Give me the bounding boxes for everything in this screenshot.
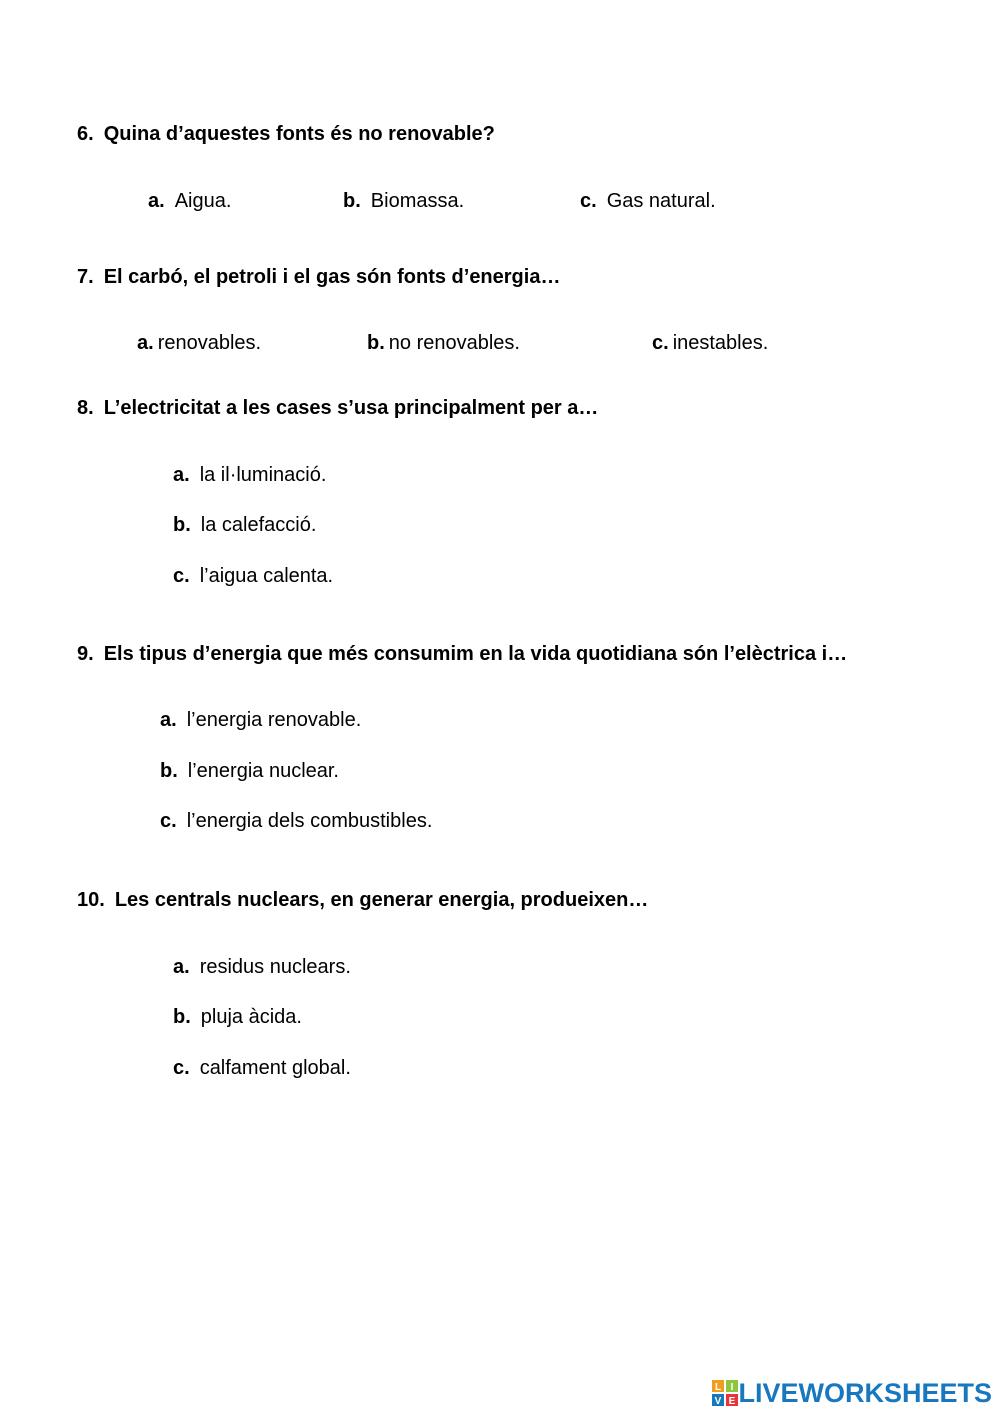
logo-text: LIVEWORKSHEETS (738, 1377, 992, 1408)
option-text: no renovables. (388, 332, 520, 354)
option-6a[interactable] (148, 190, 231, 213)
option-text: l’aigua calenta. (199, 565, 334, 587)
option-6b[interactable] (343, 190, 464, 213)
option-text: pluja àcida. (200, 1006, 302, 1028)
question-number: 10. (77, 889, 105, 911)
question-number: 8. (77, 397, 94, 419)
option-text: residus nuclears. (199, 956, 351, 978)
option-text: Biomassa. (370, 190, 465, 212)
option-7a[interactable] (137, 332, 261, 355)
question-9 (77, 643, 847, 666)
option-text: l’energia renovable. (186, 709, 362, 731)
logo-icon-letter-1: L (715, 1382, 722, 1393)
option-10a[interactable] (173, 956, 351, 979)
logo-icon-letter-3: V (715, 1396, 722, 1406)
question-text: Les centrals nuclears, en generar energia, produeixen… (114, 889, 649, 911)
option-text: inestables. (672, 332, 769, 354)
question-8 (77, 397, 598, 420)
option-text: la il·luminació. (199, 464, 327, 486)
option-letter: a. (148, 190, 165, 212)
option-text: l’energia nuclear. (187, 760, 339, 782)
option-7c[interactable] (652, 332, 768, 355)
option-letter: c. (580, 190, 597, 212)
option-letter: c. (173, 1057, 190, 1079)
question-7 (77, 266, 560, 289)
option-9a[interactable] (160, 709, 361, 732)
option-letter: b. (367, 332, 385, 354)
option-text: l’energia dels combustibles. (186, 810, 433, 832)
option-9c[interactable] (160, 810, 432, 833)
option-text: la calefacció. (200, 514, 317, 536)
option-8a[interactable] (173, 464, 326, 487)
question-text: Els tipus d’energia que més consumim en la vida quotidiana són l’elèctrica i… (103, 643, 848, 665)
option-letter: a. (173, 464, 190, 486)
option-letter: c. (160, 810, 177, 832)
question-10 (77, 889, 648, 912)
option-10c[interactable] (173, 1057, 351, 1080)
question-6 (77, 123, 495, 146)
logo-icon-letter-2: I (731, 1382, 734, 1393)
option-text: Aigua. (174, 190, 232, 212)
option-letter: a. (137, 332, 154, 354)
option-7b[interactable] (367, 332, 520, 355)
option-10b[interactable] (173, 1006, 302, 1029)
option-text: renovables. (157, 332, 262, 354)
option-8b[interactable] (173, 514, 316, 537)
option-8c[interactable] (173, 565, 333, 588)
option-letter: b. (160, 760, 178, 782)
option-letter: c. (652, 332, 669, 354)
option-9b[interactable] (160, 760, 339, 783)
option-letter: b. (173, 1006, 191, 1028)
liveworksheets-logo-icon (712, 1380, 738, 1406)
question-text: L’electricitat a les cases s’usa principalment per a… (103, 397, 599, 419)
option-letter: a. (173, 956, 190, 978)
option-6c[interactable] (580, 190, 716, 213)
question-text: El carbó, el petroli i el gas són fonts d’energia… (103, 266, 561, 288)
option-text: Gas natural. (606, 190, 716, 212)
option-letter: b. (173, 514, 191, 536)
liveworksheets-logo (712, 1378, 992, 1408)
logo-icon-letter-4: E (729, 1396, 736, 1406)
question-number: 9. (77, 643, 94, 665)
option-letter: b. (343, 190, 361, 212)
question-number: 6. (77, 123, 94, 145)
question-text: Quina d’aquestes fonts és no renovable? (103, 123, 495, 145)
question-number: 7. (77, 266, 94, 288)
option-letter: c. (173, 565, 190, 587)
option-letter: a. (160, 709, 177, 731)
option-text: calfament global. (199, 1057, 351, 1079)
